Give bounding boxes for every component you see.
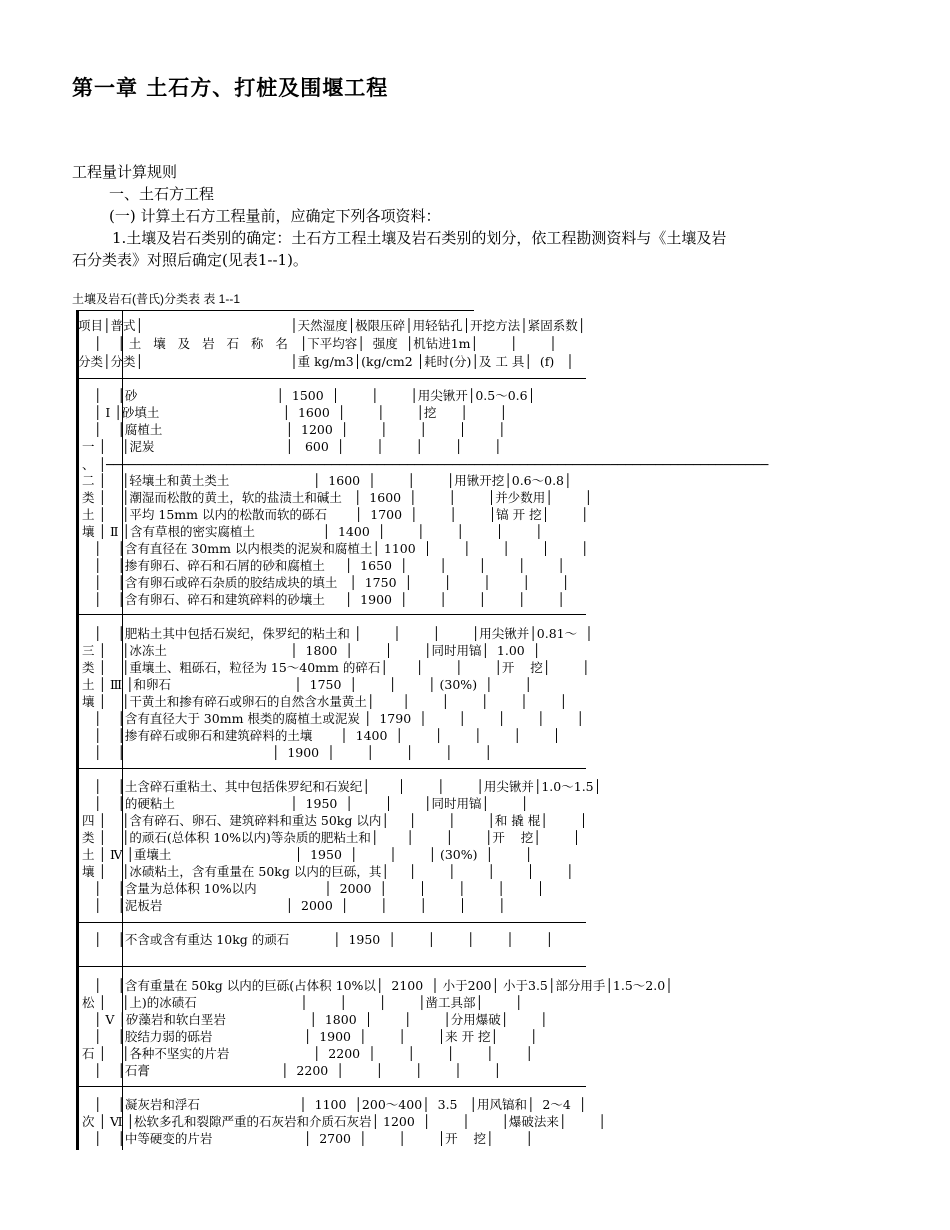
table-row: │ Ⅴ │矽藻岩和软白垩岩 │ 1800 │ │ │分用爆破│ │ <box>78 1012 548 1027</box>
table-row: │ Ⅰ │砂填土 │ 1600 │ │ │挖 │ │ <box>78 405 508 420</box>
table-row: │ │腐植土 │ 1200 │ │ │ │ │ <box>78 422 506 437</box>
chapter-title: 第一章 土石方、打桩及围堰工程 <box>72 76 389 100</box>
table-row: │ │中等硬变的片岩 │ 2700 │ │ │开 挖│ │ <box>78 1131 533 1146</box>
table-row: 石 │ │各种不坚实的片岩 │ 2200 │ │ │ │ │ <box>78 1046 533 1061</box>
group-separator <box>76 966 586 967</box>
table-top-rule <box>76 310 474 311</box>
table-row: 土 │ │平均 15mm 以内的松散而软的砾石 │ 1700 │ │ │镐 开 挖│ │ <box>78 507 589 522</box>
table-row: │ │ │ 1900 │ │ │ │ │ <box>78 745 492 760</box>
table-row: │ │含量为总体积 10%以内 │ 2000 │ │ │ │ │ <box>78 881 545 896</box>
table-row: 一 │ │泥炭 │ 600 │ │ │ │ │ <box>78 439 502 454</box>
table-row: │ │的硬粘土 │ 1950 │ │ │同时用镐│ │ <box>78 796 529 811</box>
table-row: │ │不含或含有重达 10kg 的顽石 │ 1950 │ │ │ │ │ <box>78 932 553 947</box>
table-row: 壤 │ │干黄土和掺有碎石或卵石的自然含水量黄土│ │ │ │ │ │ <box>78 694 568 709</box>
table-row: 二 │ │轻壤土和黄土类土 │ 1600 │ │ │用锹开挖│0.6～0.8│ <box>78 473 572 488</box>
table-row: │ │掺有碎石或卵石和建筑碎料的土壤 │ 1400 │ │ │ │ │ <box>78 728 561 743</box>
group-separator <box>76 1086 586 1087</box>
table-row: │ │泥板岩 │ 2000 │ │ │ │ │ <box>78 898 506 913</box>
table-row: │ │凝灰岩和浮石 │ 1100 │200～400│ 3.5 │用风镐和│ 2～4 │ <box>78 1097 587 1112</box>
table-caption: 土壤及岩石(普氏)分类表 表 1--1 <box>72 292 241 306</box>
subheading-prerequisites: (一) 计算土石方工程量前，应确定下列各项资料： <box>109 207 441 225</box>
table-row: │ │含有直径大于 30mm 根类的腐植土或泥炭 │ 1790 │ │ │ │ │ <box>78 711 584 726</box>
table-row: │ │砂 │ 1500 │ │ │用尖锹开│0.5～0.6│ <box>78 388 536 403</box>
table-row: 松 │ │上)的冰碛石 │ │ │ │凿工具部│ │ <box>78 995 523 1010</box>
group-separator <box>76 922 586 923</box>
table-row: │ │肥粘土其中包括石炭纪，侏罗纪的粘土和 │ │ │ │用尖锹并│0.81～ │ <box>78 626 593 641</box>
soil-rock-classification-table <box>76 310 796 1150</box>
table-row: 三 │ │冰冻土 │ 1800 │ │ │同时用镐│ 1.00 │ <box>78 643 541 658</box>
table-row: 类 │ │重壤土、粗砾石，粒径为 15～40mm 的碎石│ │ │ │开 挖│ │ <box>78 660 590 675</box>
table-row: 次 │ Ⅵ │松软多孔和裂隙严重的石灰岩和介质石灰岩│ 1200 │ │ │爆破法来│ │ <box>78 1114 606 1129</box>
paragraph-line-2: 石分类表》对照后确定(见表1--1)。 <box>72 251 308 269</box>
table-row: │ │含有直径在 30mm 以内根类的泥炭和腐植土│ 1100 │ │ │ │ │ <box>78 541 589 556</box>
table-row: │ │含有卵石或碎石杂质的胶结成块的填土 │ 1750 │ │ │ │ │ <box>78 575 570 590</box>
table-row: │ │土含碎石重粘土、其中包括侏罗纪和石炭纪│ │ │ │用尖锹并│1.0～1.5│ <box>78 779 602 794</box>
table-row: 壤 │ │冰碛粘土，含有重量在 50kg 以内的巨砾，其│ │ │ │ │ │ <box>78 864 574 879</box>
table-row: │ │ 土 壤 及 岩 石 称 名 │下平均容│ 强度 │机钻进1m│ │ │ <box>78 336 557 351</box>
table-row: 类 │ │的顽石(总体积 10%以内)等杂质的肥粘土和│ │ │ │开 挖│ │ <box>78 830 581 845</box>
subheading-earthwork: 一、土石方工程 <box>109 185 215 203</box>
section-title: 工程量计算规则 <box>72 163 178 181</box>
table-row: 壤 │ Ⅱ │含有草根的密实腐植土 │ 1400 │ │ │ │ │ <box>78 524 543 539</box>
table-row: 土 │ Ⅲ │和卵石 │ 1750 │ │ │ (30%) │ │ <box>78 677 532 692</box>
table-row: 分类│分类│ │重 kg/m3│(kg/cm2 │耗时(分)│及 工 具│ (f) │ <box>78 354 574 369</box>
table-row: 四 │ │含有碎石、卵石、建筑碎料和重达 50kg 以内│ │ │ │和 撬 棍│ │ <box>78 813 588 828</box>
table-row: │ │掺有卵石、碎石和石屑的砂和腐植土 │ 1650 │ │ │ │ │ <box>78 558 565 573</box>
table-row: 项目│普式│ │天然湿度│极限压碎│用轻钻孔│开挖方法│紧固系数│ <box>78 318 586 333</box>
table-row: 土 │ Ⅳ │重壤土 │ 1950 │ │ │ (30%) │ │ <box>78 847 533 862</box>
table-row: │ │石膏 │ 2200 │ │ │ │ │ <box>78 1063 501 1078</box>
group-separator <box>76 378 586 379</box>
group-separator <box>76 768 586 769</box>
table-row: 类 │ │潮湿而松散的黄土，软的盐渍土和碱土 │ 1600 │ │ │并少数用│ │ <box>78 490 593 505</box>
table-row: │ │胶结力弱的砾岩 │ 1900 │ │ │来 开 挖│ │ <box>78 1029 538 1044</box>
table-row: │ │含有卵石、碎石和建筑碎料的砂壤土 │ 1900 │ │ │ │ │ <box>78 592 565 607</box>
paragraph-line-1: 1.土壤及岩石类别的确定：土石方工程土壤及岩石类别的划分，依工程勘测资料与《土壤及岩 <box>112 229 727 247</box>
table-row: │ │含有重量在 50kg 以内的巨砾(占体积 10%以│ 2100 │ 小于200│ 小于3.5│部分用手│1.5～2.0│ <box>78 978 673 993</box>
group-separator <box>76 614 586 615</box>
table-row: 、 │──────────────────────────────────────────────────────────────────────────────────────── <box>78 457 769 472</box>
